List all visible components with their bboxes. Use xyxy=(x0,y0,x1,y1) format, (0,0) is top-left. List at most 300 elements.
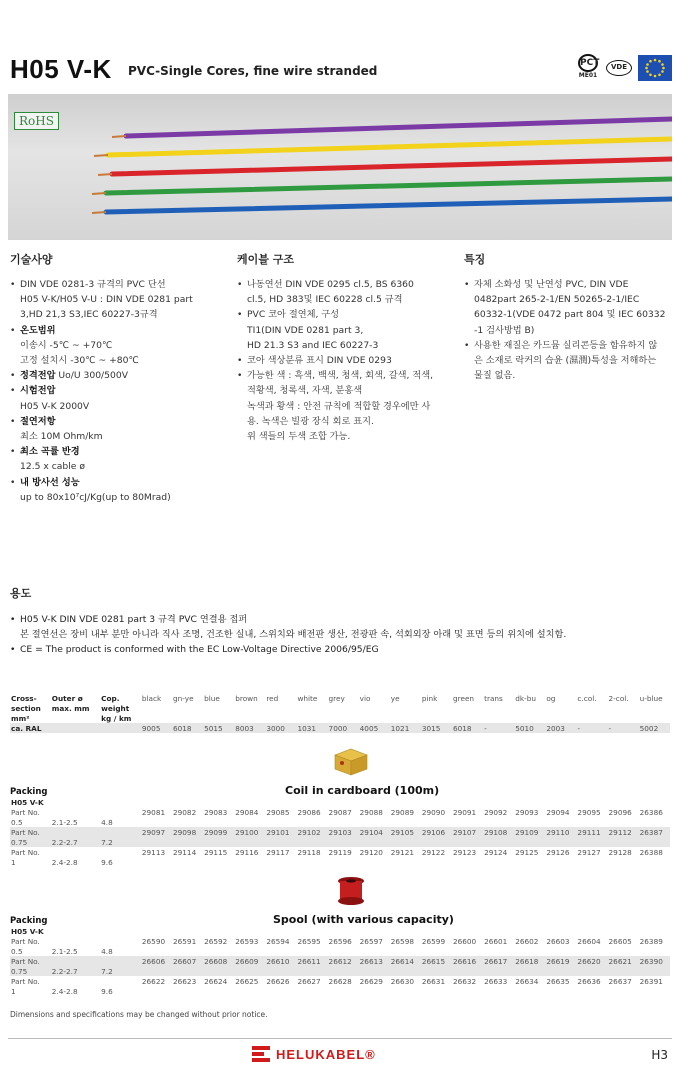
part-number: 26387 xyxy=(639,827,663,837)
cross-section: 1 xyxy=(11,986,16,996)
table-cell xyxy=(328,797,359,807)
footer-divider xyxy=(8,1038,672,1039)
table-cell xyxy=(514,837,545,847)
tech-spec-item: H05 V-K/H05 V-U : DIN VDE 0281 part xyxy=(20,294,193,306)
table-cell xyxy=(203,986,234,996)
part-number: 29092 xyxy=(484,807,508,817)
structure-item: 녹색과 황색 : 안전 규칙에 적합할 경우에만 사 xyxy=(247,400,431,412)
wire-line xyxy=(126,119,672,136)
table-row xyxy=(10,847,670,857)
table-cell xyxy=(452,817,483,827)
part-number: 29120 xyxy=(359,847,383,857)
table-cell xyxy=(514,946,545,956)
part-number: 26620 xyxy=(577,956,601,966)
ral-value: 4005 xyxy=(359,723,379,733)
table-cell xyxy=(390,817,421,827)
part-number: 26623 xyxy=(173,976,197,986)
table-cell xyxy=(545,926,576,936)
part-number: 26597 xyxy=(359,936,383,946)
table-cell xyxy=(296,966,327,976)
outer-diameter: 2.1-2.5 xyxy=(51,946,78,956)
table-cell xyxy=(328,926,359,936)
table-cell xyxy=(608,926,639,936)
copper-weight: 7.2 xyxy=(101,966,113,976)
tech-spec-item: 12.5 x cable ø xyxy=(20,461,85,473)
part-number: 26637 xyxy=(608,976,632,986)
pct-logo: PCT ME01 xyxy=(576,54,600,82)
part-number: 26628 xyxy=(328,976,352,986)
table-cell xyxy=(141,837,172,847)
part-number: 29082 xyxy=(173,807,197,817)
table-cell xyxy=(421,986,452,996)
color-header xyxy=(576,703,607,713)
table-row xyxy=(10,857,670,867)
cross-section: 0.5 xyxy=(11,817,23,827)
outer-diameter: 2.1-2.5 xyxy=(51,817,78,827)
color-header xyxy=(141,713,172,723)
part-number: 26603 xyxy=(546,936,570,946)
part-number: 26627 xyxy=(297,976,321,986)
part-number: 26604 xyxy=(577,936,601,946)
part-number: 29096 xyxy=(608,807,632,817)
part-number: 29105 xyxy=(390,827,414,837)
part-number: 29100 xyxy=(235,827,259,837)
table-cell xyxy=(51,956,100,966)
part-number: 26614 xyxy=(390,956,414,966)
table-cell xyxy=(359,837,390,847)
copper-strand xyxy=(94,155,108,156)
rohs-badge: RoHS xyxy=(14,112,59,130)
table-cell xyxy=(265,817,296,827)
part-number: 26608 xyxy=(204,956,228,966)
product-subtitle: PVC-Single Cores, fine wire stranded xyxy=(128,64,378,78)
color-header: red xyxy=(266,693,279,703)
ral-value: 5010 xyxy=(515,723,534,733)
usage-line-ce: • CE = The product is conformed with the EC Low-Voltage Directive 2006/95/EG xyxy=(10,642,670,657)
structure-item: HD 21.3 S3 and IEC 60227-3 xyxy=(247,339,379,351)
tech-specs-title: 기술사양 xyxy=(10,253,53,266)
table-cell xyxy=(234,797,265,807)
part-number: 29125 xyxy=(515,847,539,857)
spool-icon xyxy=(333,873,369,909)
part-number: 26592 xyxy=(204,936,228,946)
table-row xyxy=(10,966,670,976)
table-row xyxy=(10,837,670,847)
part-no-label: Part No. xyxy=(11,936,40,946)
table-cell xyxy=(576,837,607,847)
table-cell xyxy=(100,936,141,946)
part-number: 29101 xyxy=(266,827,290,837)
color-header xyxy=(452,703,483,713)
part-number: 29108 xyxy=(484,827,508,837)
part-number: 29124 xyxy=(484,847,508,857)
feature-item: • 자체 소화성 및 난연성 PVC, DIN VDE xyxy=(464,277,674,292)
table-cell xyxy=(265,857,296,867)
feature-item: 물질 없음. xyxy=(474,370,516,382)
table-cell xyxy=(172,857,203,867)
color-header xyxy=(390,713,421,723)
tech-spec-item: H05 V-K 2000V xyxy=(20,400,90,412)
table-cell xyxy=(141,817,172,827)
page-number: H3 xyxy=(651,1048,668,1062)
part-number: 26596 xyxy=(328,936,352,946)
table-cell xyxy=(576,857,607,867)
table-cell xyxy=(359,817,390,827)
table-cell xyxy=(141,926,172,936)
header-outer-diameter: Outer ø xyxy=(51,693,83,703)
table-row xyxy=(10,807,670,817)
table-cell xyxy=(639,926,670,936)
table-row xyxy=(10,946,670,956)
color-header xyxy=(545,713,576,723)
table-cell xyxy=(452,926,483,936)
structure-item: • 가능한 색 : 흑색, 백색, 청색, 회색, 갈색, 적색, xyxy=(237,368,447,383)
table-cell xyxy=(100,926,141,936)
tech-spec-item: 이송시 -5℃ ~ +70℃ xyxy=(20,339,113,351)
structure-item: TI1(DIN VDE 0281 part 3, xyxy=(247,324,364,336)
usage-line: 본 절연선은 장비 내부 분만 아니라 직사 조명, 건조한 실내, 스위치와 배전판 생산, 전광판 속, 석회외장 아래 및 표면 등의 위치에 설치함. xyxy=(20,629,567,640)
color-header: brown xyxy=(235,693,258,703)
tech-spec-item: up to 80x10⁷cJ/Kg(up to 80Mrad) xyxy=(20,491,171,503)
part-number: 29110 xyxy=(546,827,570,837)
table-cell xyxy=(452,946,483,956)
table-cell xyxy=(576,986,607,996)
table-cell xyxy=(639,966,670,976)
part-number: 29084 xyxy=(235,807,259,817)
table-cell xyxy=(639,817,670,827)
feature-item: -1 검사방법 B) xyxy=(474,324,535,336)
table-cell xyxy=(51,827,100,837)
part-number: 29126 xyxy=(546,847,570,857)
color-header xyxy=(608,713,639,723)
table-cell xyxy=(296,926,327,936)
color-header xyxy=(141,703,172,713)
part-number: 29093 xyxy=(515,807,539,817)
color-header xyxy=(639,713,670,723)
part-number: 26388 xyxy=(639,847,663,857)
cardboard-box-icon xyxy=(331,745,371,777)
table-cell xyxy=(296,857,327,867)
table-cell xyxy=(328,986,359,996)
table-cell xyxy=(514,817,545,827)
table-cell xyxy=(639,797,670,807)
table-cell xyxy=(608,986,639,996)
ral-value: 5015 xyxy=(204,723,223,733)
vde-logo: VDE xyxy=(606,60,632,76)
ral-value: 6018 xyxy=(173,723,192,733)
part-number: 29088 xyxy=(359,807,383,817)
product-row xyxy=(10,797,670,807)
color-header: white xyxy=(297,693,318,703)
part-number: 26601 xyxy=(484,936,508,946)
part-number: 29111 xyxy=(577,827,601,837)
table-cell xyxy=(203,817,234,827)
table-cell xyxy=(421,837,452,847)
cross-section: 0.75 xyxy=(11,966,28,976)
header-outer-diameter: max. mm xyxy=(51,703,90,713)
copper-strand xyxy=(112,136,126,137)
table-cell xyxy=(100,797,141,807)
part-number: 26621 xyxy=(608,956,632,966)
part-number: 29087 xyxy=(328,807,352,817)
table-cell xyxy=(51,976,100,986)
part-number: 26625 xyxy=(235,976,259,986)
part-number: 26600 xyxy=(452,936,477,946)
table-cell xyxy=(608,857,639,867)
part-number: 29122 xyxy=(421,847,446,857)
table-cell xyxy=(359,946,390,956)
color-header xyxy=(608,703,639,713)
part-number: 29098 xyxy=(173,827,197,837)
feature-item: 60332-1(VDE 0472 part 804 및 IEC 60332 xyxy=(474,309,666,321)
structure-item: cl.5, HD 383및 IEC 60228 cl.5 규격 xyxy=(247,294,403,306)
feature-item: 0482part 265-2-1/EN 50265-2-1/IEC xyxy=(474,294,640,306)
table-cell xyxy=(234,817,265,827)
table-cell xyxy=(545,857,576,867)
spool-caption: Spool (with various capacity) xyxy=(273,913,454,926)
part-number: 26616 xyxy=(452,956,477,966)
table-cell xyxy=(483,857,514,867)
part-number: 26633 xyxy=(484,976,508,986)
part-number: 29116 xyxy=(235,847,259,857)
part-number: 26618 xyxy=(515,956,539,966)
part-number: 26606 xyxy=(141,956,166,966)
table-cell xyxy=(51,723,100,733)
table-cell xyxy=(234,926,265,936)
table-cell xyxy=(100,807,141,817)
copper-weight: 7.2 xyxy=(101,837,113,847)
table-cell xyxy=(390,837,421,847)
table-cell xyxy=(141,966,172,976)
table-cell xyxy=(359,966,390,976)
ral-value: 3015 xyxy=(421,723,441,733)
part-number: 29089 xyxy=(390,807,414,817)
table-row xyxy=(10,936,670,946)
feature-item: 은 소재로 락커의 습윤 (濕潤)특성을 저해하는 xyxy=(474,355,657,367)
table-cell xyxy=(141,986,172,996)
part-number: 26612 xyxy=(328,956,352,966)
header-copper-weight: Cop. xyxy=(101,693,120,703)
table-header-row xyxy=(10,693,670,703)
table-cell xyxy=(172,817,203,827)
product-code: H05 V-K xyxy=(11,797,44,807)
wire-line xyxy=(112,159,672,174)
color-header xyxy=(203,713,234,723)
tech-spec-item: 고정 설치시 -30℃ ~ +80℃ xyxy=(20,355,139,367)
certification-logos xyxy=(576,54,672,82)
cross-section: 0.75 xyxy=(11,837,28,847)
color-header xyxy=(296,703,327,713)
structure-item: • PVC 코아 절연체, 구성 xyxy=(237,307,447,322)
color-header xyxy=(296,713,327,723)
part-number: 29113 xyxy=(141,847,166,857)
color-header: blue xyxy=(204,693,220,703)
table-cell xyxy=(483,946,514,956)
table-cell xyxy=(390,946,421,956)
part-number: 26591 xyxy=(173,936,197,946)
table-cell xyxy=(514,986,545,996)
color-header xyxy=(483,713,514,723)
table-cell xyxy=(265,797,296,807)
table-row xyxy=(10,827,670,837)
table-cell xyxy=(203,837,234,847)
part-number: 29091 xyxy=(452,807,477,817)
table-cell xyxy=(100,847,141,857)
usage-title: 용도 xyxy=(10,587,32,600)
color-header: 2-col. xyxy=(608,693,629,703)
table-cell xyxy=(100,976,141,986)
ral-value: 8003 xyxy=(235,723,254,733)
ral-value: - xyxy=(484,723,487,733)
table-cell xyxy=(483,986,514,996)
wire-line xyxy=(106,179,672,193)
spool-part-table xyxy=(10,926,670,996)
color-header xyxy=(234,713,265,723)
brand-logo xyxy=(252,1046,376,1062)
ral-row xyxy=(10,723,670,733)
cross-section: 0.5 xyxy=(11,946,23,956)
part-number: 26624 xyxy=(204,976,228,986)
tech-spec-item: • 절연저항 xyxy=(10,414,220,429)
table-cell xyxy=(172,797,203,807)
table-cell xyxy=(452,837,483,847)
part-number: 29097 xyxy=(141,827,166,837)
outer-diameter: 2.2-2.7 xyxy=(51,966,78,976)
table-cell xyxy=(452,797,483,807)
usage-line: • H05 V-K DIN VDE 0281 part 3 규격 PVC 연결용 접퍼 xyxy=(10,612,670,627)
header-outer-diameter xyxy=(51,713,100,723)
outer-diameter: 2.4-2.8 xyxy=(51,857,78,867)
table-row xyxy=(10,956,670,966)
part-number: 26610 xyxy=(266,956,290,966)
table-cell xyxy=(576,926,607,936)
table-cell xyxy=(328,857,359,867)
table-cell xyxy=(234,946,265,956)
part-number: 29090 xyxy=(421,807,446,817)
cross-section: 1 xyxy=(11,857,16,867)
copper-weight: 9.6 xyxy=(101,986,113,996)
table-cell xyxy=(639,857,670,867)
part-number: 29119 xyxy=(328,847,352,857)
tech-spec-item: 최소 10M Ohm/km xyxy=(20,431,103,443)
color-header xyxy=(514,713,545,723)
disclaimer-note: Dimensions and specifications may be changed without prior notice. xyxy=(10,1010,268,1019)
part-number: 26622 xyxy=(141,976,166,986)
wire-line xyxy=(106,199,672,212)
ral-label: ca. RAL xyxy=(11,723,42,733)
part-number: 26635 xyxy=(546,976,570,986)
color-header xyxy=(328,713,359,723)
part-number: 29081 xyxy=(141,807,166,817)
ral-value: 5002 xyxy=(639,723,659,733)
part-number: 29107 xyxy=(452,827,477,837)
color-header: trans xyxy=(484,693,503,703)
table-cell xyxy=(172,986,203,996)
part-number: 26602 xyxy=(515,936,539,946)
table-cell xyxy=(203,966,234,976)
part-no-label: Part No. xyxy=(11,847,40,857)
table-cell xyxy=(100,723,141,733)
part-number: 26598 xyxy=(390,936,414,946)
table-cell xyxy=(328,946,359,956)
table-cell xyxy=(452,966,483,976)
part-number: 29085 xyxy=(266,807,290,817)
table-cell xyxy=(390,857,421,867)
features-title: 특징 xyxy=(464,253,486,266)
table-cell xyxy=(421,857,452,867)
table-cell xyxy=(576,817,607,827)
part-number: 26386 xyxy=(639,807,663,817)
usage-text xyxy=(10,612,670,657)
table-cell xyxy=(545,946,576,956)
product-title: H05 V-K xyxy=(10,54,112,84)
cable-structure-title: 케이블 구조 xyxy=(237,253,294,266)
part-number: 26391 xyxy=(639,976,663,986)
part-number: 26607 xyxy=(173,956,197,966)
part-number: 29112 xyxy=(608,827,632,837)
part-number: 29106 xyxy=(421,827,446,837)
table-cell xyxy=(359,986,390,996)
table-cell xyxy=(234,837,265,847)
structure-item: • 코아 색상분류 표시 DIN VDE 0293 xyxy=(237,353,447,368)
copper-strand xyxy=(92,212,106,213)
part-number: 29123 xyxy=(452,847,477,857)
part-number: 29094 xyxy=(546,807,570,817)
part-number: 26626 xyxy=(266,976,290,986)
table-cell xyxy=(172,926,203,936)
part-number: 26613 xyxy=(359,956,383,966)
structure-item: 적황색, 청록색, 자색, 분홍색 xyxy=(247,385,363,397)
table-cell xyxy=(100,956,141,966)
copper-weight: 9.6 xyxy=(101,857,113,867)
copper-weight: 4.8 xyxy=(101,817,113,827)
color-header: u-blue xyxy=(639,693,663,703)
product-row xyxy=(10,926,670,936)
table-cell xyxy=(265,926,296,936)
outer-diameter: 2.4-2.8 xyxy=(51,986,78,996)
color-header: vio xyxy=(359,693,371,703)
part-number: 29115 xyxy=(204,847,228,857)
table-cell xyxy=(141,797,172,807)
brand-name: HELUKABEL® xyxy=(276,1046,376,1062)
table-cell xyxy=(390,797,421,807)
table-cell xyxy=(203,946,234,956)
tech-spec-item: 3,HD 21,3 S3,IEC 60227-3규격 xyxy=(20,309,158,321)
table-cell xyxy=(483,797,514,807)
part-no-label: Part No. xyxy=(11,827,40,837)
table-cell xyxy=(328,817,359,827)
copper-strand xyxy=(98,174,112,175)
part-number: 26615 xyxy=(421,956,446,966)
part-number: 29095 xyxy=(577,807,601,817)
ral-value: 1021 xyxy=(390,723,410,733)
table-cell xyxy=(608,966,639,976)
table-cell xyxy=(203,857,234,867)
part-number: 29118 xyxy=(297,847,321,857)
table-cell xyxy=(576,797,607,807)
table-cell xyxy=(203,926,234,936)
product-code: H05 V-K xyxy=(11,926,44,936)
table-cell xyxy=(608,946,639,956)
table-cell xyxy=(639,946,670,956)
color-header xyxy=(452,713,483,723)
table-row xyxy=(10,976,670,986)
header-copper-weight: kg / km xyxy=(101,713,132,723)
table-cell xyxy=(172,966,203,976)
table-cell xyxy=(514,926,545,936)
table-cell xyxy=(265,986,296,996)
table-cell xyxy=(483,837,514,847)
